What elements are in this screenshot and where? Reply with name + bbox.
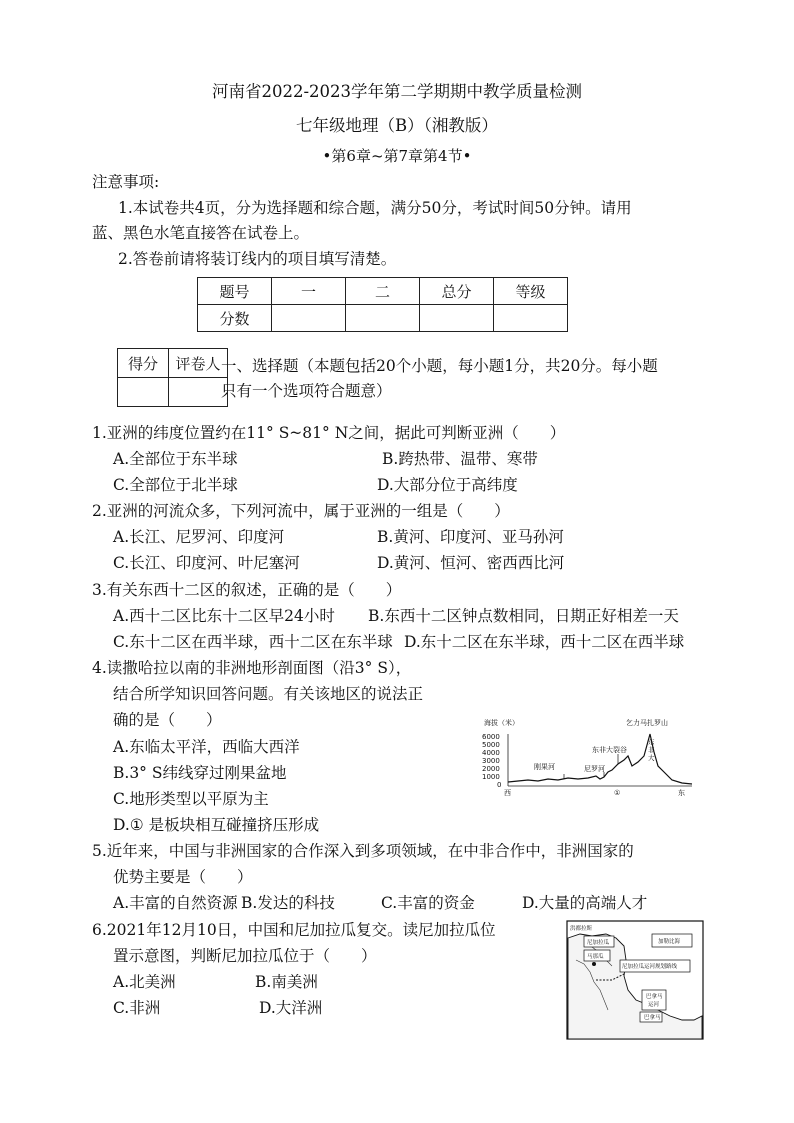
- exam-scope: •第6章~第7章第4节•: [322, 147, 472, 165]
- svg-text:巴拿马: 巴拿马: [646, 994, 663, 1000]
- section1-line2: 只有一个选项符合题意）: [221, 382, 392, 400]
- profile-west: 西: [504, 789, 511, 797]
- svg-text:大: 大: [648, 754, 655, 762]
- score-input-cell[interactable]: [346, 305, 420, 332]
- q5-option-c[interactable]: C.丰富的资金: [381, 894, 475, 912]
- profile-label-nile: 尼罗河: [584, 765, 605, 773]
- score-header-cell: 一: [272, 278, 346, 305]
- score-header-cell: 题号: [198, 278, 272, 305]
- svg-text:非: 非: [648, 746, 655, 754]
- map-label-managua: 马那瓜: [587, 954, 604, 960]
- q3-option-a[interactable]: A.西十二区比东十二区早24小时: [113, 607, 335, 625]
- map-label-panama: 巴拿马: [644, 1015, 661, 1021]
- map-label-nicaragua: 尼加拉瓜: [587, 940, 610, 946]
- question-2-stem: 2.亚洲的河流众多，下列河流中，属于亚洲的一组是（ ）: [92, 502, 510, 520]
- section1-line1: 一、选择题（本题包括20个小题，每小题1分，共20分。每小题: [221, 357, 658, 375]
- score-input-cell[interactable]: [494, 305, 568, 332]
- notice-item1-line2: 蓝、黑色水笔直接答在试卷上。: [92, 224, 310, 242]
- q6-option-b[interactable]: B.南美洲: [255, 973, 318, 991]
- map-label-honduras: 洪都拉斯: [570, 926, 593, 932]
- q3-option-c[interactable]: C.东十二区在西半球，西十二区在东半球: [113, 633, 393, 651]
- q1-option-a[interactable]: A.全部位于东半球: [113, 450, 238, 468]
- q4-option-d[interactable]: D.① 是板块相互碰撞挤压形成: [113, 816, 320, 834]
- notice-heading: 注意事项:: [92, 173, 160, 191]
- q2-option-b[interactable]: B.黄河、印度河、亚马孙河: [377, 528, 564, 546]
- score-header-cell: 总分: [420, 278, 494, 305]
- managua-dot: [592, 962, 596, 966]
- grader-name-cell[interactable]: [169, 378, 228, 407]
- score-input-cell[interactable]: [420, 305, 494, 332]
- svg-text:运河: 运河: [648, 1002, 660, 1008]
- grader-table: [117, 348, 228, 407]
- notice-item1-line1: 1.本试卷共4页，分为选择题和综合题，满分50分，考试时间50分钟。请用: [118, 199, 632, 217]
- question-4-stem-line1: 4.读撒哈拉以南的非洲地形剖面图（沿3° S），: [92, 659, 412, 677]
- q6-option-c[interactable]: C.非洲: [113, 999, 161, 1017]
- question-4-stem-line3: 确的是（ ）: [113, 711, 222, 729]
- profile-label-congo: 刚果河: [534, 763, 555, 771]
- profile-ytick: 5000: [482, 741, 500, 749]
- q6-option-d[interactable]: D.大洋洲: [259, 999, 323, 1017]
- profile-ytick: 1000: [482, 773, 500, 781]
- profile-label-point1: ①: [614, 789, 621, 797]
- q2-option-d[interactable]: D.黄河、恒河、密西西比河: [377, 554, 565, 572]
- profile-ylabel: 海拔（米）: [484, 719, 519, 727]
- profile-ytick: 4000: [482, 749, 500, 757]
- profile-ytick: 3000: [482, 757, 500, 765]
- africa-profile-figure: [478, 716, 704, 800]
- q6-option-a[interactable]: A.北美洲: [113, 973, 176, 991]
- score-input-cell[interactable]: [272, 305, 346, 332]
- question-5-stem-line1: 5.近年来，中国与非洲国家的合作深入到多项领域，在中非合作中，非洲国家的: [92, 842, 634, 860]
- score-header-cell: 等级: [494, 278, 568, 305]
- question-6-stem-line1: 6.2021年12月10日，中国和尼加拉瓜复交。读尼加拉瓜位: [92, 921, 496, 939]
- q1-option-c[interactable]: C.全部位于北半球: [113, 476, 238, 494]
- profile-ytick: 6000: [482, 733, 500, 741]
- q4-option-b[interactable]: B.3° S纬线穿过刚果盆地: [113, 764, 287, 782]
- exam-title: 河南省2022-2023学年第二学期期中教学质量检测: [211, 82, 583, 101]
- grader-name-label: 评卷人: [169, 349, 228, 378]
- profile-ytick: 2000: [482, 765, 500, 773]
- question-5-stem-line2: 优势主要是（ ）: [113, 868, 253, 886]
- nicaragua-map-figure: [566, 920, 704, 1040]
- map-label-caribbean: 加勒比海: [658, 939, 681, 945]
- profile-ytick: 0: [497, 781, 502, 789]
- question-1-stem: 1.亚洲的纬度位置约在11° S~81° N之间，据此可判断亚洲（ ）: [92, 424, 566, 442]
- notice-item2: 2.答卷前请将装订线内的项目填写清楚。: [118, 250, 397, 268]
- grader-score-cell[interactable]: [118, 378, 169, 407]
- question-4-stem-line2: 结合所学知识回答问题。有关该地区的说法正: [113, 685, 424, 703]
- score-row-label: 分数: [198, 305, 272, 332]
- q4-option-c[interactable]: C.地形类型以平原为主: [113, 790, 269, 808]
- score-table: [197, 277, 568, 332]
- q1-option-d[interactable]: D.大部分位于高纬度: [377, 476, 518, 494]
- profile-label-rift: 东非大裂谷: [592, 746, 627, 754]
- q2-option-a[interactable]: A.长江、尼罗河、印度河: [113, 528, 285, 546]
- q3-option-d[interactable]: D.东十二区在东半球，西十二区在西半球: [404, 633, 685, 651]
- question-3-stem: 3.有关东西十二区的叙述，正确的是（ ）: [92, 581, 402, 599]
- profile-east: 东: [678, 789, 685, 797]
- profile-label-kilimanjaro: 乞力马扎罗山: [626, 719, 668, 727]
- profile-terrain-line: [508, 734, 692, 784]
- map-label-canal: 尼加拉瓜运河规划路线: [622, 964, 678, 970]
- q5-option-b[interactable]: B.发达的科技: [241, 894, 335, 912]
- q5-option-a[interactable]: A.丰富的自然资源: [113, 894, 238, 912]
- q3-option-b[interactable]: B.东西十二区钟点数相同，日期正好相差一天: [368, 607, 679, 625]
- question-6-stem-line2: 置示意图，判断尼加拉瓜位于（ ）: [113, 947, 377, 965]
- exam-subtitle: 七年级地理（B）（湘教版）: [296, 116, 498, 135]
- q2-option-c[interactable]: C.长江、印度河、叶尼塞河: [113, 554, 300, 572]
- grader-score-label: 得分: [118, 349, 169, 378]
- svg-text:东: 东: [648, 738, 655, 746]
- score-header-cell: 二: [346, 278, 420, 305]
- q4-option-a[interactable]: A.东临太平洋，西临大西洋: [113, 738, 300, 756]
- q5-option-d[interactable]: D.大量的高端人才: [522, 894, 648, 912]
- q1-option-b[interactable]: B.跨热带、温带、寒带: [382, 450, 538, 468]
